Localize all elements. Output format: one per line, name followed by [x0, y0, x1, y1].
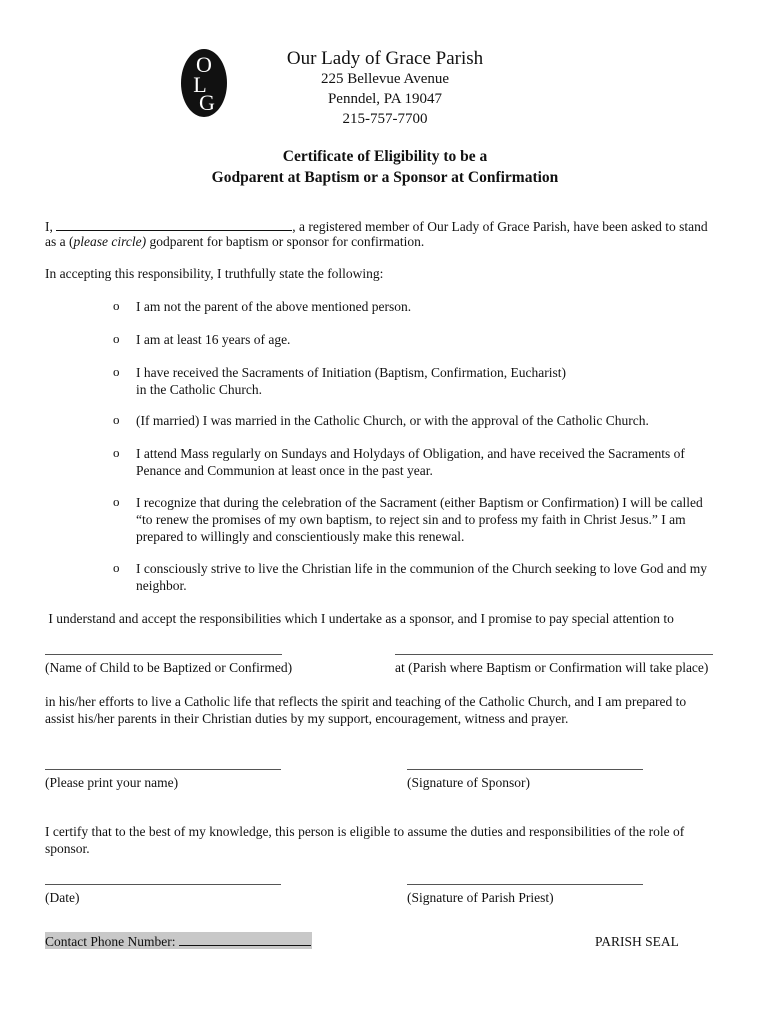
logo-letter-g: G [199, 90, 215, 115]
date-line[interactable] [45, 884, 281, 885]
print-name-label: (Please print your name) [45, 775, 179, 790]
bullet-marker: o [113, 298, 120, 313]
statement-not-parent: I am not the parent of the above mentioned person. [136, 299, 412, 314]
statement-sacraments: I have received the Sacraments of Initiation (Baptism, Confirmation, Eucharist) in the Catholic Church. [136, 365, 566, 397]
parish-place-line[interactable] [395, 654, 713, 655]
intro-suffix: , a registered member of Our Lady of Grace Parish, have been asked to stand [292, 219, 708, 234]
parish-seal-label: PARISH SEAL [595, 934, 679, 949]
certificate-title-line-1: Certificate of Eligibility to be a [282, 148, 488, 165]
statement-age: I am at least 16 years of age. [136, 332, 291, 347]
parish-logo [180, 48, 228, 118]
intro-line2-prefix: as a ( [45, 234, 74, 249]
understand-statement: I understand and accept the responsibilities which I undertake as a sponsor, and I promise to pay special attention to [45, 611, 674, 626]
logo-letter-o: O [196, 52, 212, 77]
intro-line-2 [45, 233, 735, 250]
contact-phone-blank[interactable] [179, 933, 311, 946]
certify-statement: I certify that to the best of my knowledge, this person is eligible to assume the duties and responsibilities of the role of sponsor. [45, 824, 685, 856]
date-label: (Date) [45, 890, 80, 905]
sponsor-signature-line[interactable] [407, 769, 643, 770]
certificate-title-line-2: Godparent at Baptism or a Sponsor at Confirmation [211, 169, 559, 186]
bullet-marker: o [113, 364, 120, 379]
statement-christian-life: I consciously strive to live the Christian life in the communion of the Church seeking to love God and my neighbor. [136, 561, 708, 593]
priest-signature-label: (Signature of Parish Priest) [407, 890, 554, 905]
bullet-marker: o [113, 331, 120, 346]
intro-line2-suffix: godparent for baptism or sponsor for confirmation. [146, 234, 425, 249]
bullet-marker: o [113, 445, 120, 460]
parish-name: Our Lady of Grace Parish [286, 48, 484, 69]
efforts-statement: in his/her efforts to live a Catholic life that reflects the spirit and teaching of the Catholic Church, and I am prepared to assist his/her parents in their Christian duties by my support, encouragement, witness and prayer. [45, 694, 687, 726]
bullet-marker: o [113, 412, 120, 427]
logo-letter-l: L [193, 72, 207, 97]
accepting-statement: In accepting this responsibility, I truthfully state the following: [45, 266, 384, 281]
contact-phone-label: Contact Phone Number: [45, 934, 179, 949]
please-circle-note: please circle) [73, 234, 147, 249]
statement-married: (If married) I was married in the Catholic Church, or with the approval of the Catholic Church. [136, 413, 649, 428]
address-line-1: 225 Bellevue Avenue [320, 71, 450, 87]
member-name-blank[interactable] [56, 216, 292, 231]
sponsor-signature-label: (Signature of Sponsor) [407, 775, 530, 790]
bullet-marker: o [113, 494, 120, 509]
intro-prefix: I, [45, 219, 57, 234]
contact-phone-row [45, 933, 311, 950]
priest-signature-line[interactable] [407, 884, 643, 885]
child-name-label: (Name of Child to be Baptized or Confirmed) [45, 660, 293, 675]
parish-place-label: at (Parish where Baptism or Confirmation will take place) [395, 660, 709, 675]
address-line-2: Penndel, PA 19047 [327, 91, 443, 107]
statement-renewal: I recognize that during the celebration of the Sacrament (either Baptism or Confirmation) I will be called “to renew the promises of my own baptism, to reject sin and to profess my faith in Christ Jesus.” I am prepared to willingly and conscientiously make this renewal. [136, 495, 703, 544]
parish-phone: 215-757-7700 [342, 111, 428, 127]
child-name-line[interactable] [45, 654, 282, 655]
bullet-marker: o [113, 560, 120, 575]
statement-mass: I attend Mass regularly on Sundays and Holydays of Obligation, and have received the Sacraments of Penance and Communion at least once in the past year. [136, 446, 685, 478]
print-name-line[interactable] [45, 769, 281, 770]
